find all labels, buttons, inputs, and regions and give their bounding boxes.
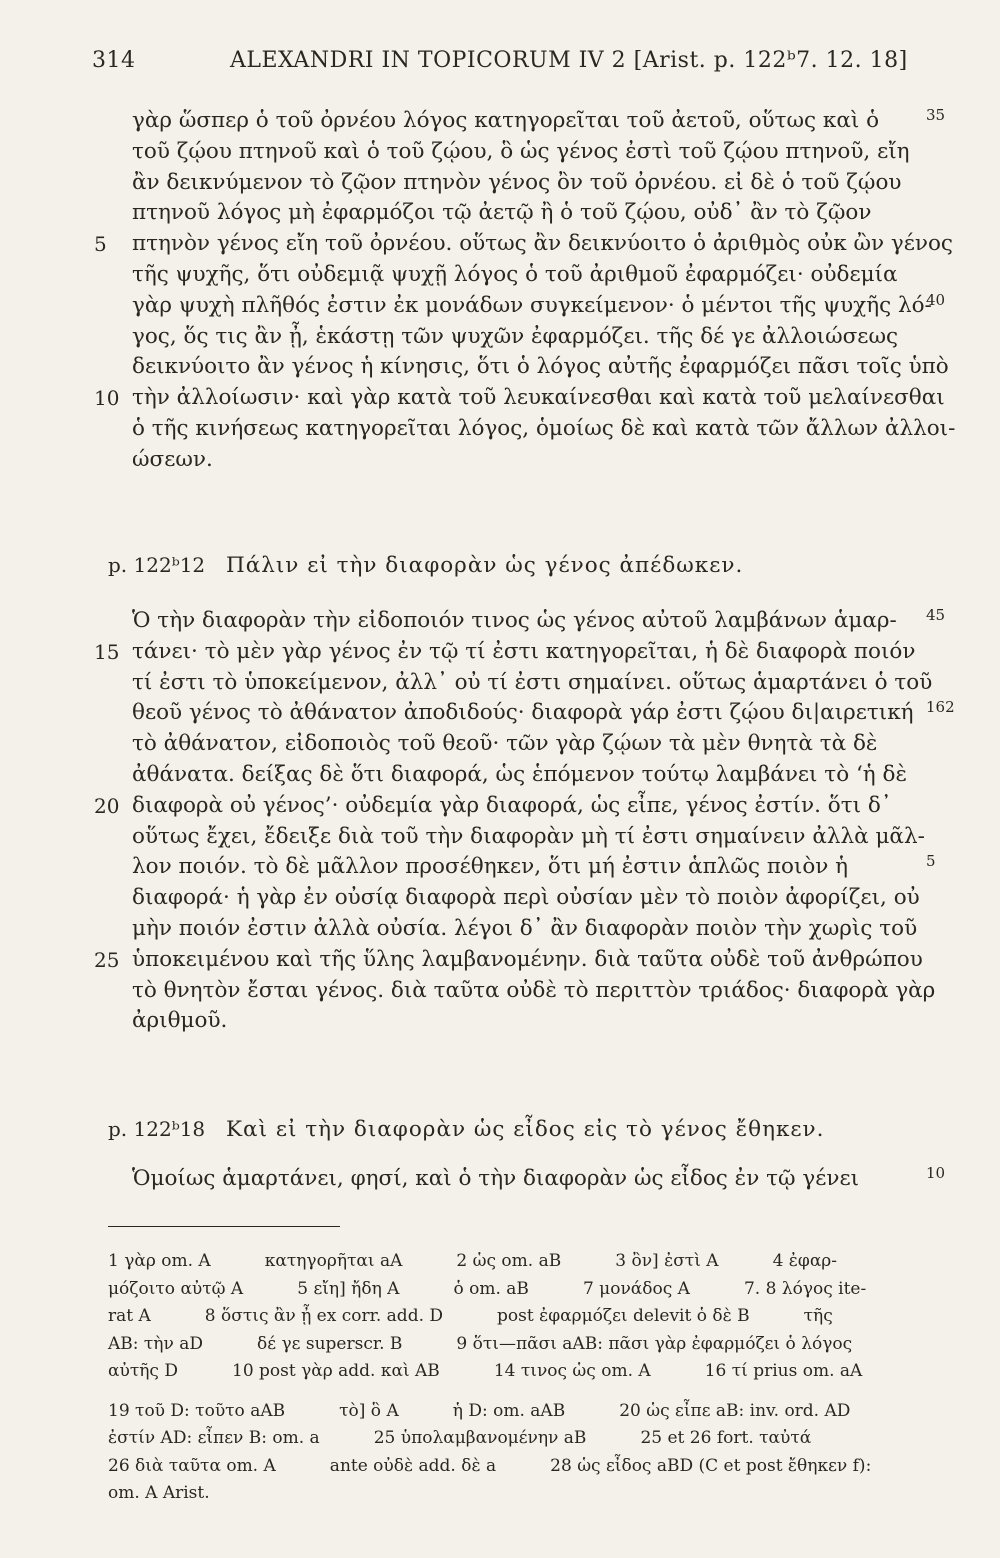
text-line: τὸ θνητὸν ἔσται γένος. διὰ ταῦτα οὐδὲ τὸ περιττὸν τριάδος· διαφορὰ γὰρ xyxy=(132,977,936,1003)
text-line: οὕτως ἔχει, ἔδειξε διὰ τοῦ τὴν διαφορὰν μὴ τί ἐστι σημαίνειν ἀλλὰ μᾶλ- xyxy=(132,823,925,849)
text-line: γὰρ ὥσπερ ὁ τοῦ ὀρνέου λόγος κατηγορεῖται τοῦ ἀετοῦ, οὕτως καὶ ὁ xyxy=(132,108,880,133)
text-line: τὸ ἀθάνατον, εἰδοποιὸς τοῦ θεοῦ· τῶν γὰρ ζῴων τὰ μὲν θνητὰ τὰ δὲ xyxy=(132,731,878,757)
text-line: πτηνὸν γένος εἴη τοῦ ὀρνέου. οὕτως ἂν δεικνύοιτο ὁ ἀριθμὸς οὐκ ὢν γένος xyxy=(132,231,953,257)
apparatus-line: αὐτῆς D 10 post γὰρ add. καὶ AB 14 τινος ὡς om. A 16 τί prius om. aA xyxy=(108,1361,863,1381)
apparatus-line: AB: τὴν aD δέ γε superscr. B 9 ὅτι—πᾶσι aAB: πᾶσι γὰρ ἐφαρμόζει ὁ λόγος xyxy=(108,1333,853,1354)
text-line: λον ποιόν. τὸ δὲ μᾶλλον προσέθηκεν, ὅτι μή ἐστιν ἁπλῶς ποιὸν ἡ xyxy=(132,854,849,880)
running-header xyxy=(92,48,940,82)
margin-reference: 35 xyxy=(926,106,946,124)
text-line: διαφορά· ἡ γὰρ ἐν οὐσίᾳ διαφορὰ περὶ οὐσίαν μὲν τὸ ποιὸν ἀφορίζει, οὐ xyxy=(132,885,920,911)
text-line: ἀριθμοῦ. xyxy=(132,1008,228,1034)
margin-reference: 10 xyxy=(926,1164,946,1182)
apparatus-line: 19 τοῦ D: τοῦτο aAB τὸ] ὃ A ἡ D: om. aAB 20 ὡς εἶπε aB: inv. ord. AD xyxy=(108,1400,851,1421)
lemma-2 xyxy=(108,1112,824,1147)
lemma-text: Καὶ εἰ τὴν διαφορὰν ὡς εἶδος εἰς τὸ γένος ἔθηκεν. xyxy=(225,1117,825,1142)
text-line: ἀθάνατα. δείξας δὲ ὅτι διαφορά, ὡς ἑπόμενον τούτῳ λαμβάνει τὸ ‘ἡ δὲ xyxy=(132,762,907,787)
text-line: τοῦ ζῴου πτηνοῦ καὶ ὁ τοῦ ζῴου, ὃ ὡς γένος ἐστὶ τοῦ ζῴου πτηνοῦ, εἴη xyxy=(132,138,910,164)
text-line: τῆς ψυχῆς, ὅτι οὐδεμιᾷ ψυχῇ λόγος ὁ τοῦ ἀριθμοῦ ἐφαρμόζει· οὐδεμία xyxy=(132,262,898,287)
line-number: 5 xyxy=(94,232,107,257)
margin-reference: 162 xyxy=(926,698,955,717)
text-line: Ὁ τὴν διαφορὰν τὴν εἰδοποιόν τινος ὡς γένος αὐτοῦ λαμβάνων ἁμαρ- xyxy=(132,608,897,633)
text-line: γος, ὅς τις ἂν ᾖ, ἑκάστῃ τῶν ψυχῶν ἐφαρμόζει. τῆς δέ γε ἀλλοιώσεως xyxy=(132,323,899,349)
page-number: 314 xyxy=(92,48,136,73)
apparatus-line: om. A Arist. xyxy=(108,1483,210,1503)
apparatus-line: rat A 8 ὅστις ἂν ᾖ ex corr. add. D post ἐφαρμόζει delevit ὁ δὲ B τῆς xyxy=(108,1306,833,1326)
line-number: 10 xyxy=(94,386,120,411)
line-number: 20 xyxy=(94,793,120,818)
lemma-1 xyxy=(108,548,743,583)
text-line: ἂν δεικνύμενον τὸ ζῷον πτηνὸν γένος ὂν τοῦ ὀρνέου. εἰ δὲ ὁ τοῦ ζῴου xyxy=(132,169,902,195)
text-line: θεοῦ γένος τὸ ἀθάνατον ἀποδιδούς· διαφορὰ γάρ ἐστι ζῴου δι|αιρετική xyxy=(132,700,914,726)
margin-reference: 5 xyxy=(926,852,936,871)
text-line: διαφορὰ οὐ γένος’· οὐδεμία γὰρ διαφορά, ὡς εἶπε, γένος ἐστίν. ὅτι δ᾽ xyxy=(132,792,892,818)
apparatus-line: μόζοιτο αὐτῷ A 5 εἴη] ἤδη A ὁ om. aB 7 μονάδος A 7. 8 λόγος ite- xyxy=(108,1278,867,1299)
lemma-text: Πάλιν εἰ τὴν διαφορὰν ὡς γένος ἀπέδωκεν. xyxy=(225,553,744,578)
margin-reference: 45 xyxy=(926,606,946,624)
margin-reference: 40 xyxy=(926,290,946,309)
line-number: 25 xyxy=(94,947,120,972)
lemma-ref: p. 122ᵇ12 xyxy=(108,553,206,577)
apparatus-line: ἐστίν AD: εἶπεν B: om. a 25 ὑπολαμβανομένην aB 25 et 26 fort. ταὐτά xyxy=(108,1428,812,1448)
text-line: τὴν ἀλλοίωσιν· καὶ γὰρ κατὰ τοῦ λευκαίνεσθαι καὶ κατὰ τοῦ μελαίνεσθαι xyxy=(132,385,945,411)
header-title: ALEXANDRI IN TOPICORUM IV 2 [Arist. p. 122ᵇ7. 12. 18] xyxy=(230,48,908,73)
text-line: τί ἐστι τὸ ὑποκείμενον, ἀλλ᾽ οὐ τί ἐστι σημαίνει. οὕτως ἁμαρτάνει ὁ τοῦ xyxy=(132,669,933,695)
text-line: γὰρ ψυχὴ πλῆθός ἐστιν ἐκ μονάδων συγκείμενον· ὁ μέντοι τῆς ψυχῆς λό- xyxy=(132,292,932,318)
line-number: 15 xyxy=(94,639,120,664)
text-line: πτηνοῦ λόγος μὴ ἐφαρμόζοι τῷ ἀετῷ ἢ ὁ τοῦ ζῴου, οὐδ᾽ ἂν τὸ ζῷον xyxy=(132,200,872,226)
text-line: τάνει· τὸ μὲν γὰρ γένος ἐν τῷ τί ἐστι κατηγορεῖται, ἡ δὲ διαφορὰ ποιόν xyxy=(132,638,916,664)
apparatus-line: 1 γὰρ om. A κατηγορῆται aA 2 ὡς om. aB 3 ὂν] ἐστὶ A 4 ἐφαρ- xyxy=(108,1251,838,1271)
text-line: μὴν ποιόν ἐστιν ἀλλὰ οὐσία. λέγοι δ᾽ ἂν διαφορὰν ποιὸν τὴν χωρὶς τοῦ xyxy=(132,916,918,941)
footnote-rule xyxy=(108,1226,340,1227)
text-line: ώσεων. xyxy=(132,446,213,472)
lemma-ref: p. 122ᵇ18 xyxy=(108,1117,206,1141)
apparatus-line: 26 διὰ ταῦτα om. A ante οὐδὲ add. δὲ a 28 ὡς εἶδος aBD (C et post ἔθηκεν f): xyxy=(108,1455,872,1476)
text-line: Ὁμοίως ἁμαρτάνει, φησί, καὶ ὁ τὴν διαφορὰν ὡς εἶδος ἐν τῷ γένει xyxy=(132,1166,860,1191)
text-line: ὑποκειμένου καὶ τῆς ὕλης λαμβανομένην. διὰ ταῦτα οὐδὲ τοῦ ἀνθρώπου xyxy=(132,946,923,972)
text-line: δεικνύοιτο ἂν γένος ἡ κίνησις, ὅτι ὁ λόγος αὐτῆς ἐφαρμόζει πᾶσι τοῖς ὑπὸ xyxy=(132,354,949,380)
text-line: ὁ τῆς κινήσεως κατηγορεῖται λόγος, ὁμοίως δὲ καὶ κατὰ τῶν ἄλλων ἀλλοι- xyxy=(132,416,956,441)
